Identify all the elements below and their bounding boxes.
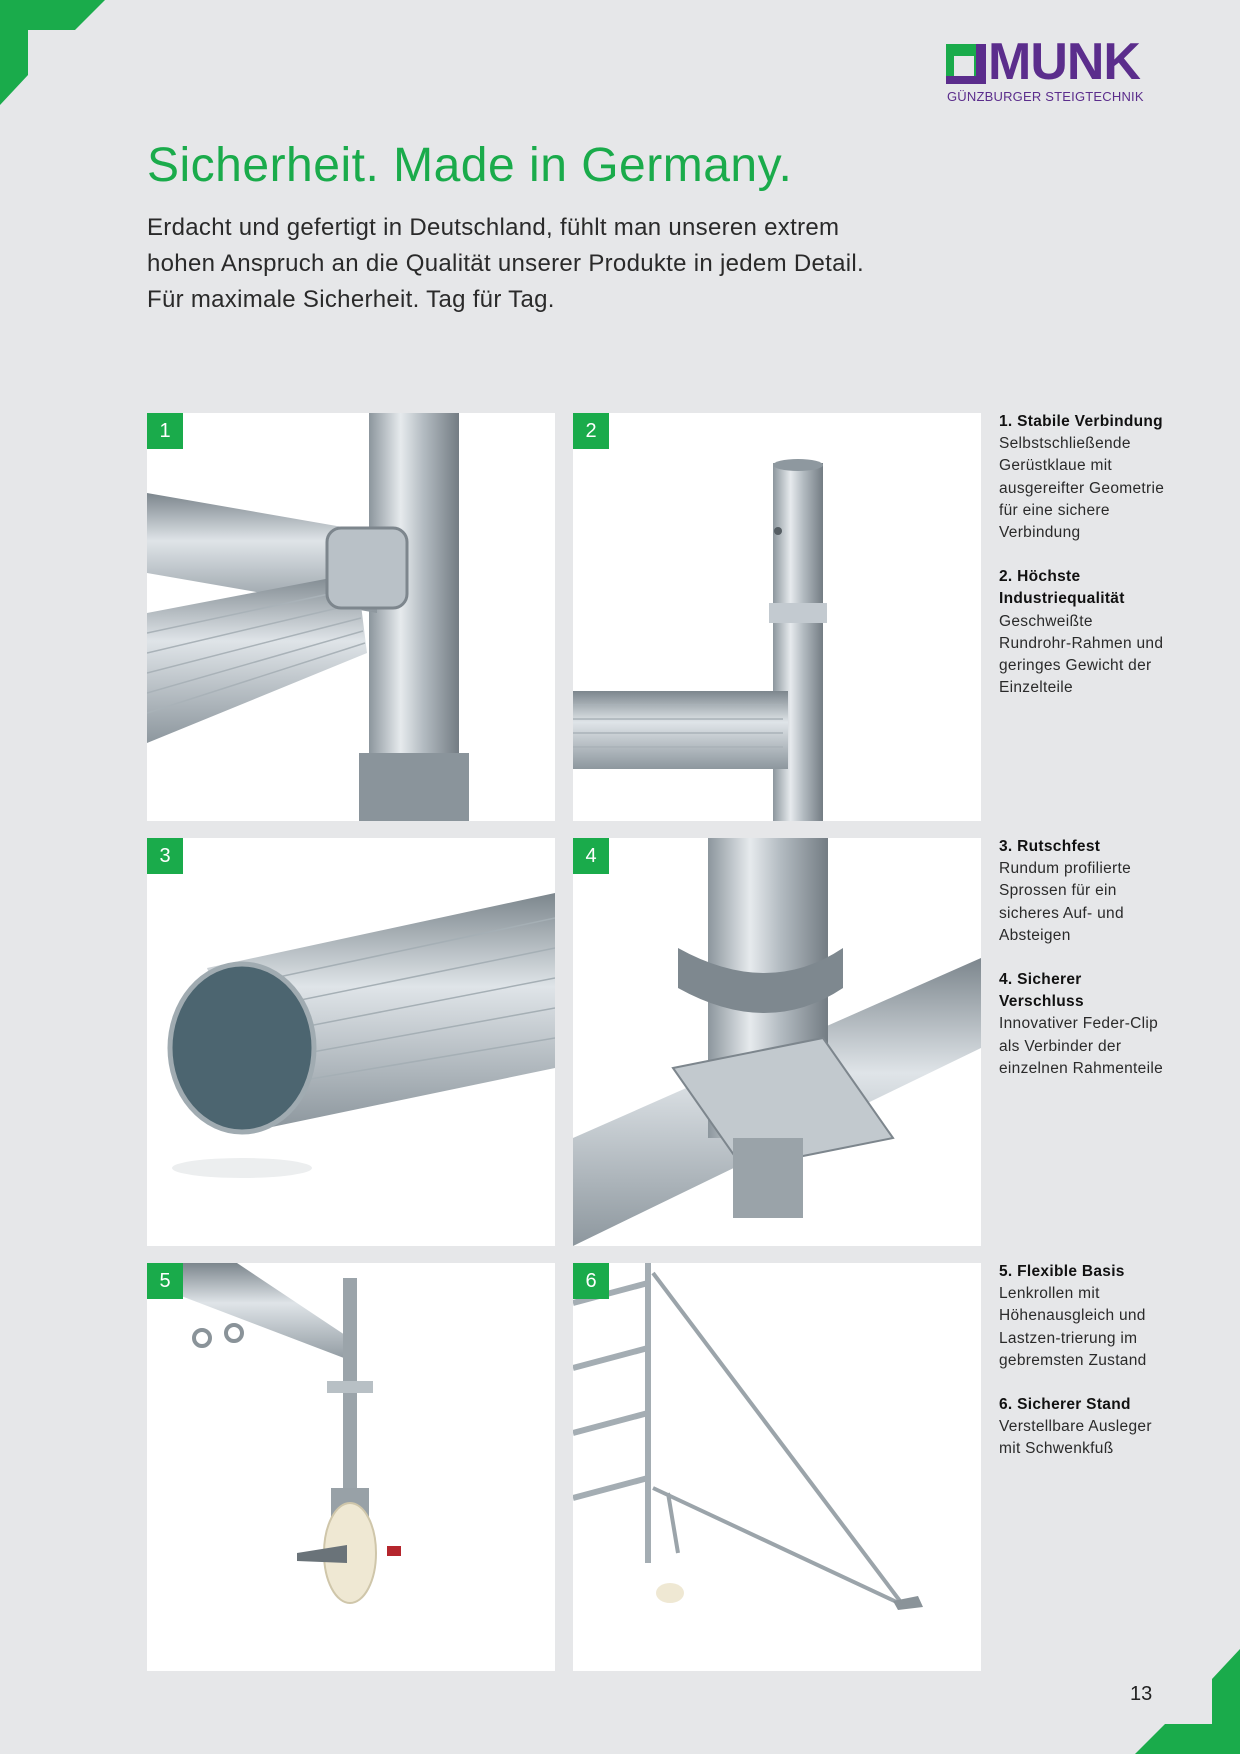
feature-title: 2. Höchste Industriequalität xyxy=(999,568,1125,608)
photo-number-badge: 6 xyxy=(573,1263,609,1299)
page-number: 13 xyxy=(1130,1683,1153,1705)
feature-item xyxy=(999,836,1169,947)
feature-title: 5. Flexible Basis xyxy=(999,1263,1125,1280)
feature-description: Verstellbare Ausleger mit Schwenkfuß xyxy=(999,1418,1152,1458)
photo-number-badge: 4 xyxy=(573,838,609,874)
feature-description: Rundum profilierte Sprossen für ein sicheres Auf- und Absteigen xyxy=(999,860,1132,944)
feature-description: Lenkrollen mit Höhenausgleich und Lastzen-trierung im gebremsten Zustand xyxy=(999,1285,1147,1369)
feature-item xyxy=(999,969,1169,1080)
photo-spring-clip xyxy=(573,838,981,1246)
page-headline: Sicherheit. Made in Germany. xyxy=(147,139,793,192)
feature-item xyxy=(999,566,1169,699)
photo-profiled-rung xyxy=(147,838,555,1246)
feature-captions-3-4 xyxy=(999,836,1169,1102)
photo-number-badge: 2 xyxy=(573,413,609,449)
logo-mark-icon xyxy=(946,44,986,84)
photo-welded-frame-tube xyxy=(573,413,981,821)
feature-item xyxy=(999,411,1169,544)
intro-text: Erdacht und gefertigt in Deutschland, fühlt man unseren extrem hohen Anspruch an die Qualität unserer Produkte in jedem Detail. Für maximale Sicherheit. Tag für Tag. xyxy=(147,214,864,313)
feature-description: Innovativer Feder-Clip als Verbinder der einzelnen Rahmenteile xyxy=(999,1015,1163,1077)
feature-captions-5-6 xyxy=(999,1261,1169,1483)
munk-logo xyxy=(946,33,1156,108)
corner-decoration-top-left xyxy=(0,0,110,110)
photo-number-badge: 1 xyxy=(147,413,183,449)
photo-castor-wheel xyxy=(147,1263,555,1671)
feature-title: 4. Sicherer Verschluss xyxy=(999,971,1084,1011)
logo-tagline: GÜNZBURGER STEIGTECHNIK xyxy=(947,89,1144,104)
feature-item xyxy=(999,1394,1169,1461)
feature-captions-1-2 xyxy=(999,411,1169,721)
feature-title: 6. Sicherer Stand xyxy=(999,1396,1131,1414)
feature-description: Selbstschließende Gerüstklaue mit ausgereifter Geometrie für eine sichere Verbindung xyxy=(999,435,1165,542)
photo-scaffold-claw-joint xyxy=(147,413,555,821)
feature-title: 3. Rutschfest xyxy=(999,838,1101,855)
photo-outrigger-stand xyxy=(573,1263,981,1671)
photo-number-badge: 3 xyxy=(147,838,183,874)
photo-number-badge: 5 xyxy=(147,1263,183,1299)
logo-wordmark: MUNK xyxy=(988,33,1140,91)
feature-title: 1. Stabile Verbindung xyxy=(999,413,1163,430)
feature-description: Geschweißte Rundrohr-Rahmen und geringes Gewicht der Einzelteile xyxy=(999,612,1164,697)
feature-item xyxy=(999,1261,1169,1372)
